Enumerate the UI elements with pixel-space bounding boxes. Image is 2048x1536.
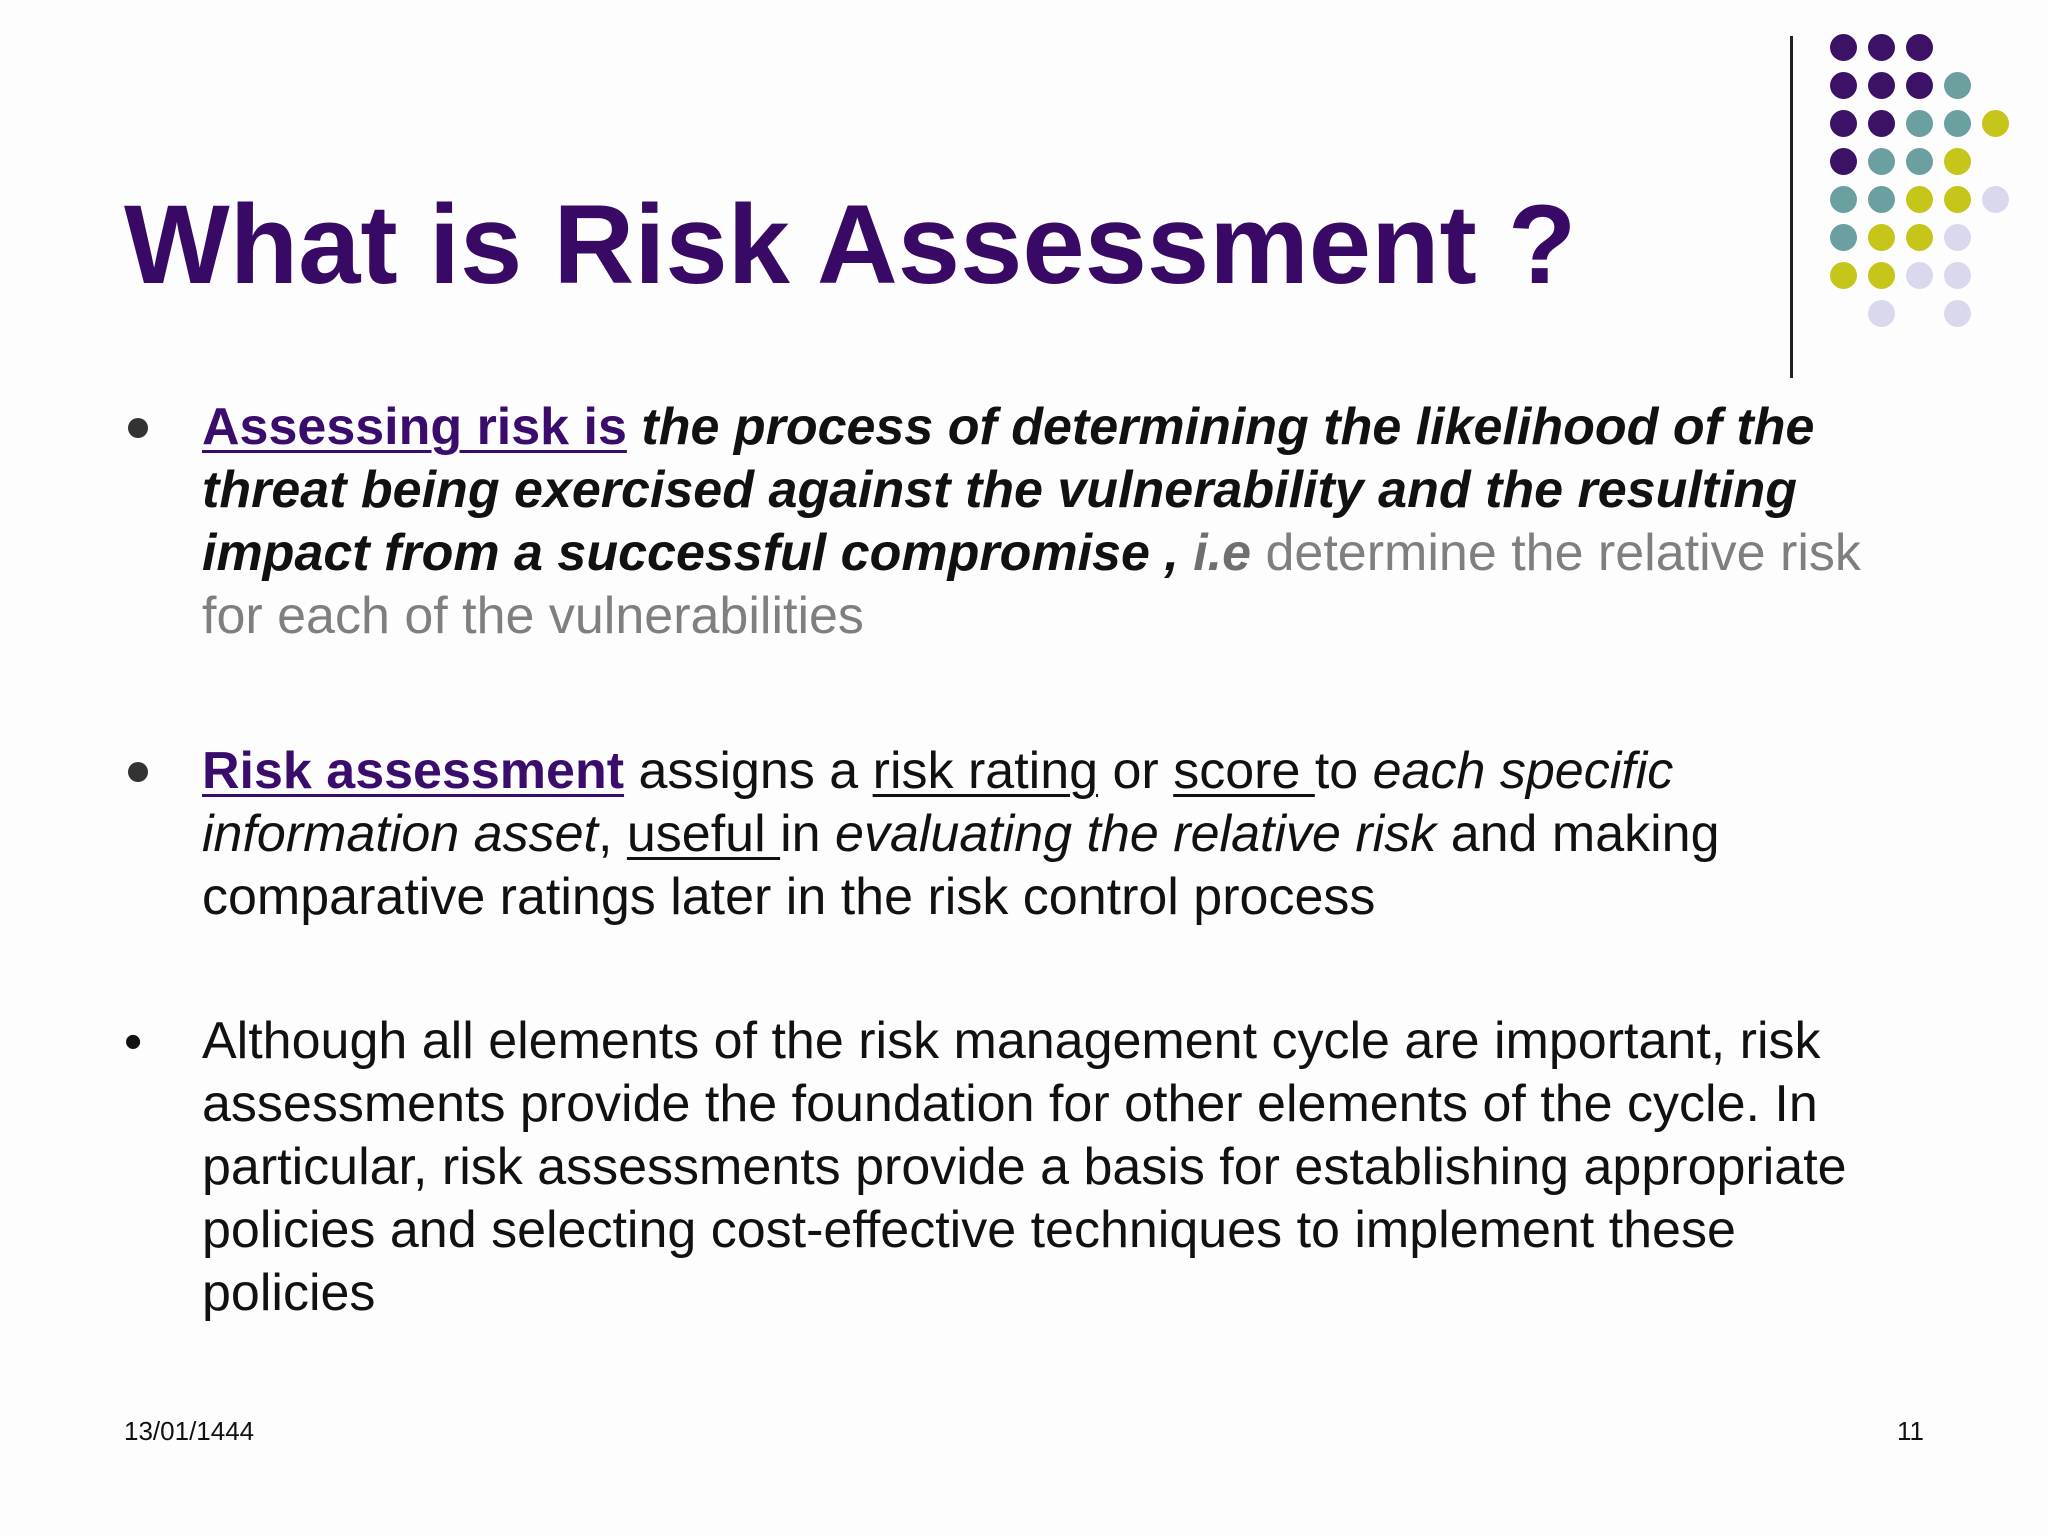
decorative-dot [1906,262,1933,289]
decorative-dot [1868,148,1895,175]
bullet-marker [128,762,148,782]
decorative-dot [1868,110,1895,137]
definition-text: the process of determining the likelihood of the threat being exercised against the vulnerability and the resulting impact from a successful compromise , [202,398,1815,582]
or-text: or [1112,742,1159,800]
decorative-dot [1982,186,2009,213]
decorative-dot [1944,224,1971,251]
decorative-dot [1944,262,1971,289]
title-divider-line [1790,36,1793,378]
decorative-dot [1868,300,1895,327]
decorative-dot [1944,186,1971,213]
slide-title: What is Risk Assessment ? [124,182,1577,307]
useful-text: useful [626,805,781,863]
decorative-dot [1868,72,1895,99]
decorative-dot [1906,148,1933,175]
decorative-dot [1906,110,1933,137]
decorative-dot [1830,262,1857,289]
rest-text: and making comparative ratings later in the risk control process [202,805,1720,926]
comma-text: , [597,805,613,863]
decorative-dot [1868,186,1895,213]
term-risk-assessment: Risk assessment [202,742,625,800]
in-text: in [780,805,821,863]
bullet-text: Although all elements of the risk management cycle are important, risk assessments provide the foundation for other elements of the cycle. In particular, risk assessments provide a basis for establishing appropriate policies and selecting cost-effective techniques to implement these policies [202,1012,1847,1322]
bullet-marker: • [124,1013,143,1071]
assigns-text: assigns a [638,742,859,800]
decorative-dot [1868,224,1895,251]
bullet-text [202,396,1922,648]
decorative-dot [1868,34,1895,61]
decorative-dot [1830,110,1857,137]
bullet-marker [128,418,148,438]
each-asset-text: each specific information asset [202,742,1674,863]
decorative-dot [1944,148,1971,175]
decorative-dot [1906,34,1933,61]
evaluating-text: evaluating the relative risk [835,805,1437,863]
decorative-dot [1944,72,1971,99]
decorative-dot [1830,72,1857,99]
risk-rating-text: risk rating [872,742,1099,800]
footer-date: 13/01/1444 [124,1416,255,1446]
decorative-dot [1906,72,1933,99]
decorative-dot [1906,224,1933,251]
decorative-dot [1830,186,1857,213]
decorative-dot [1906,186,1933,213]
term-assessing-risk: Assessing risk is [202,398,627,456]
decorative-dot [1944,300,1971,327]
decorative-dot [1830,224,1857,251]
decorative-dot [1868,262,1895,289]
decorative-dot-grid [1830,34,2048,334]
ie-text: i.e [1193,524,1252,582]
score-text: score [1173,742,1315,800]
decorative-dot [1830,34,1857,61]
decorative-dot [1830,148,1857,175]
determine-text: determine the relative risk for each of the vulnerabilities [202,524,1861,645]
footer-page-number: 11 [1897,1416,1924,1446]
decorative-dot [1944,110,1971,137]
decorative-dot [1982,110,2009,137]
to-text: to [1314,742,1359,800]
bullet-text [202,740,1922,929]
